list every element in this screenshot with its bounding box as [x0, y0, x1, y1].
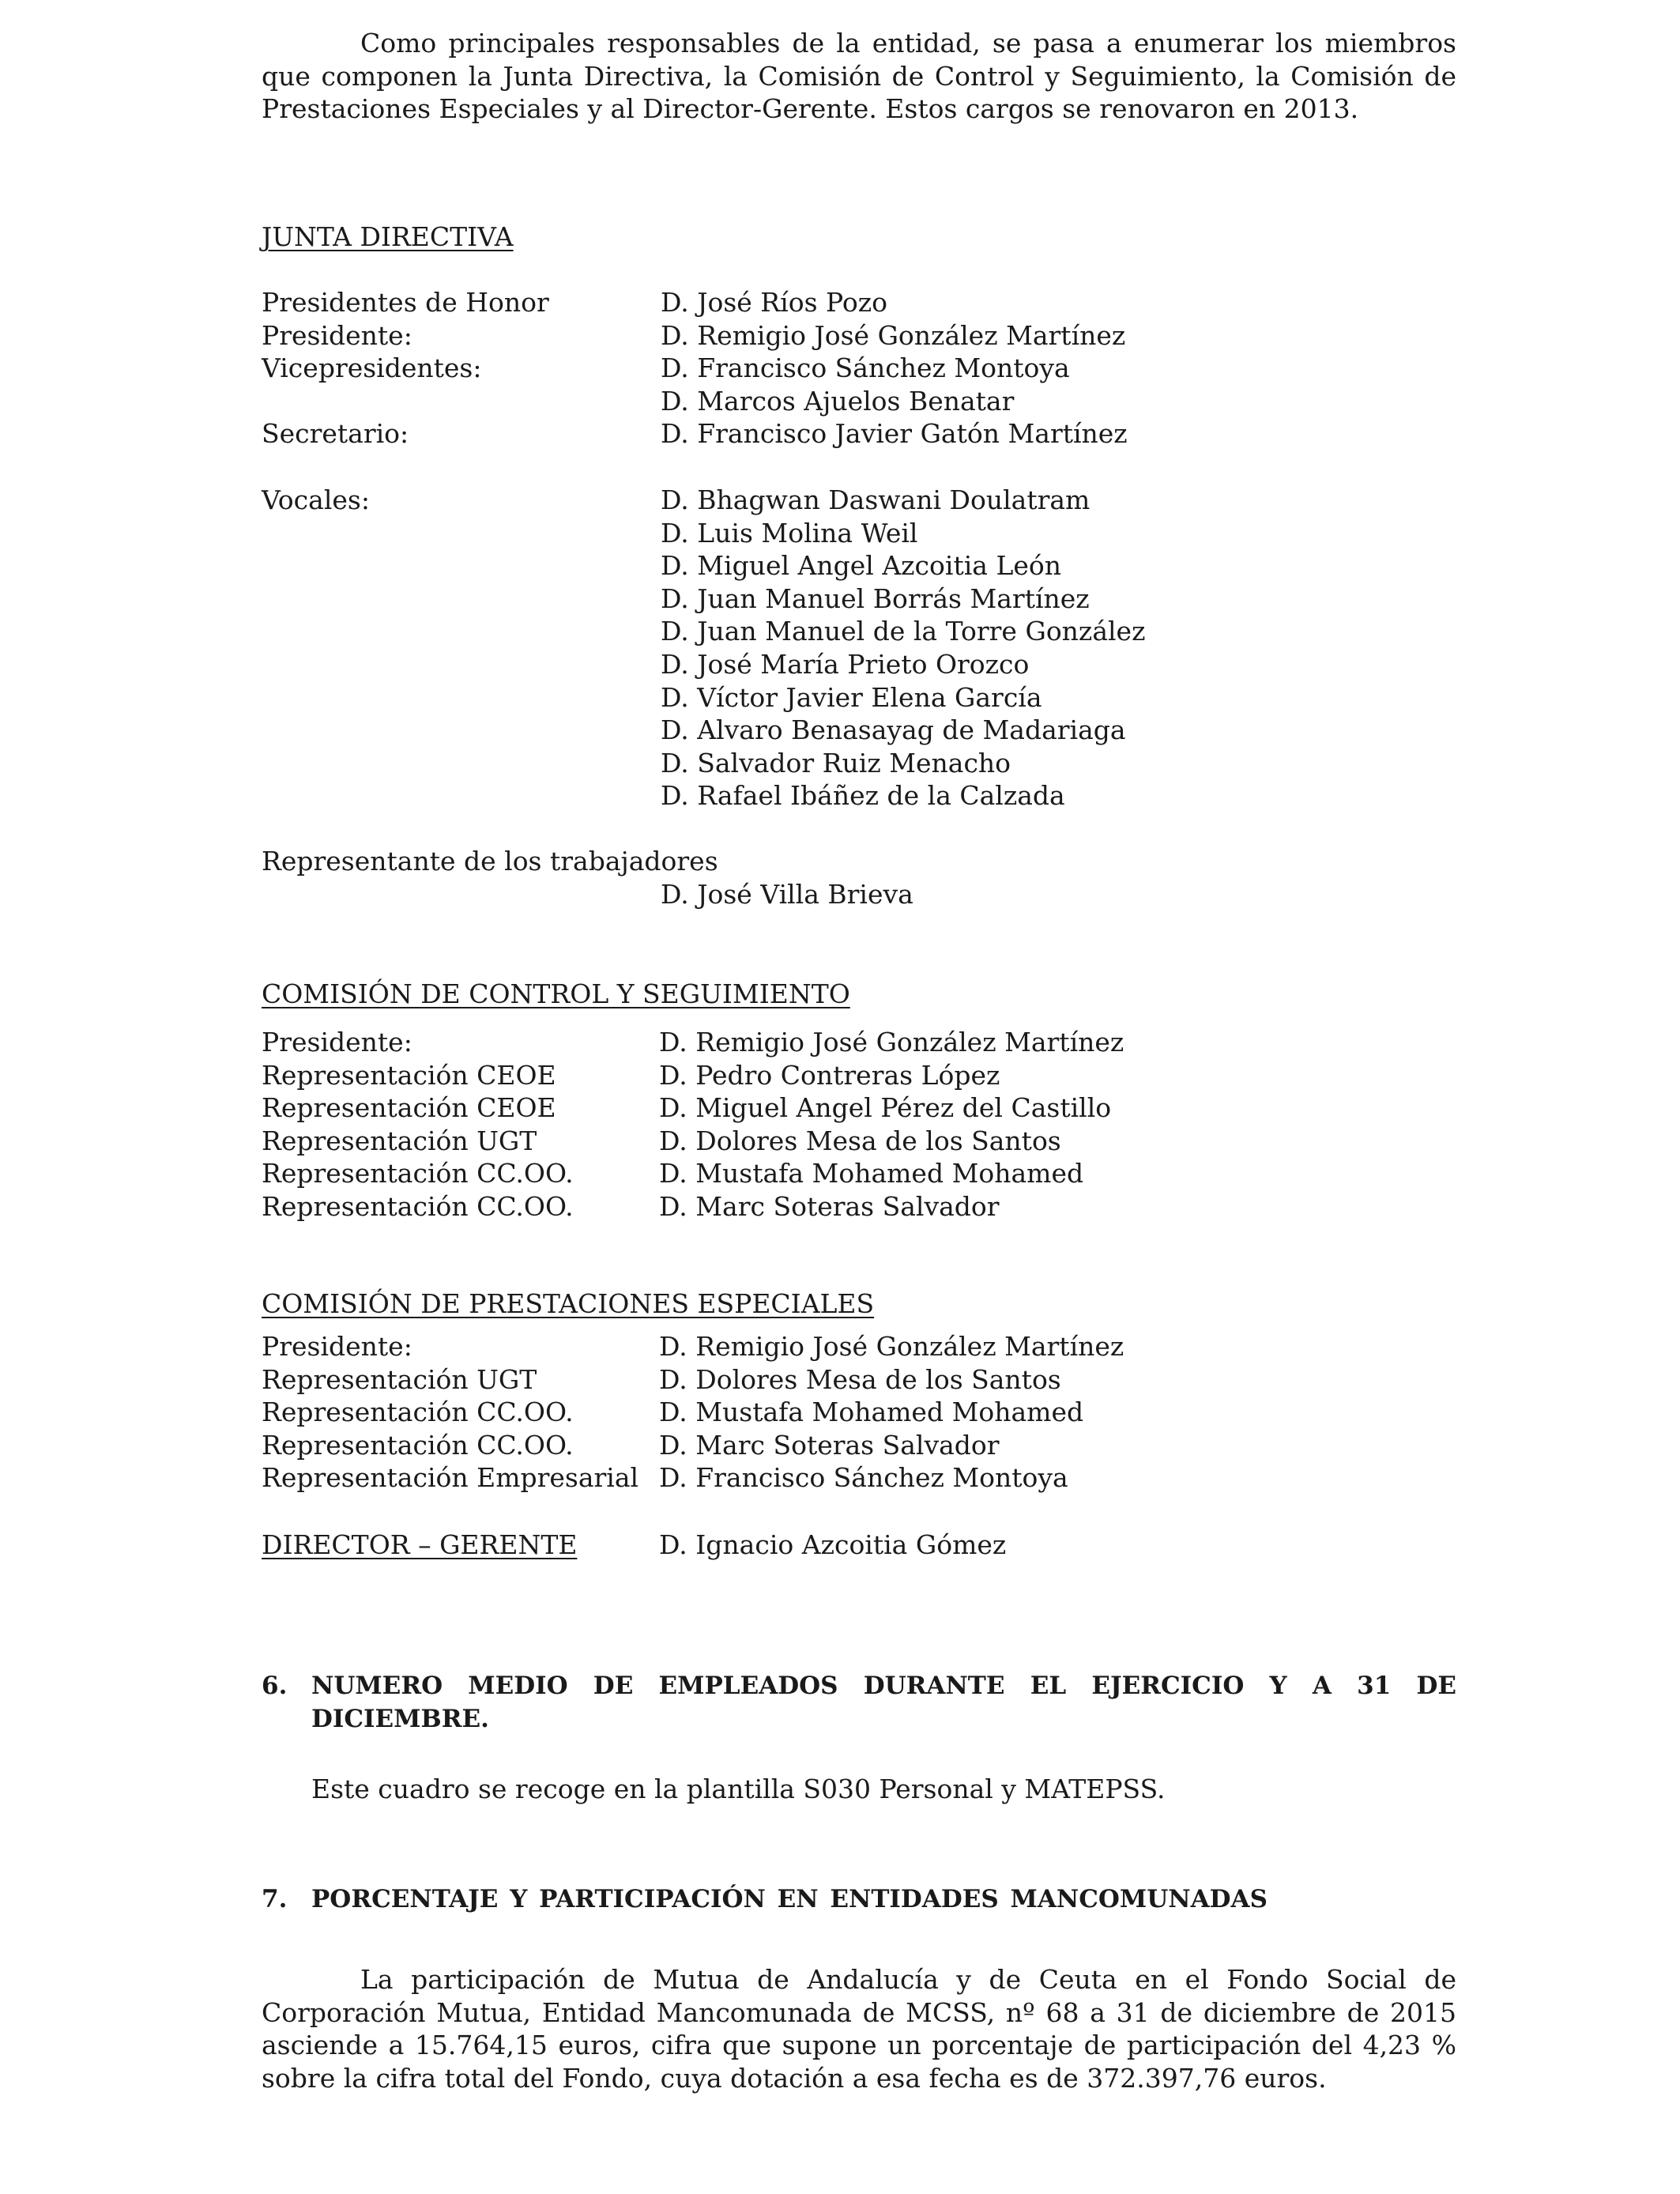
section-7-title: PORCENTAJE Y PARTICIPACIÓN EN ENTIDADES MANCOMUNADAS — [311, 1885, 1268, 1913]
member-role: Presidentes de Honor — [262, 287, 549, 318]
member-name: D. Marc Soteras Salvador — [659, 1429, 1000, 1461]
member-name: D. Francisco Javier Gatón Martínez — [661, 418, 1128, 450]
member-row — [262, 714, 1526, 747]
member-row — [262, 549, 1526, 582]
member-row — [262, 648, 1526, 681]
member-name: D. Luis Molina Weil — [661, 517, 918, 548]
comision-control-title: COMISIÓN DE CONTROL Y SEGUIMIENTO — [262, 978, 850, 1009]
member-role: Representación CC.OO. — [262, 1429, 574, 1461]
member-role: Representación CEOE — [262, 1059, 556, 1091]
member-name: D. Salvador Ruiz Menacho — [661, 747, 1011, 778]
member-row — [262, 878, 1526, 911]
member-name: D. Remigio José González Martínez — [659, 1331, 1124, 1362]
member-name: D. José Ríos Pozo — [661, 287, 887, 318]
junta-directiva-title: JUNTA DIRECTIVA — [262, 221, 514, 252]
director-gerente-name: D. Ignacio Azcoitia Gómez — [659, 1529, 1007, 1560]
member-name: D. Mustafa Mohamed Mohamed — [659, 1397, 1084, 1428]
member-row — [262, 681, 1526, 714]
member-role: Representación CC.OO. — [262, 1190, 574, 1222]
junta-directiva-officers — [262, 286, 1526, 450]
member-role: Vicepresidentes: — [262, 352, 482, 384]
member-name: D. Miguel Angel Pérez del Castillo — [659, 1092, 1112, 1124]
member-row — [262, 517, 1526, 550]
member-row — [262, 1396, 1526, 1429]
member-name: D. Juan Manuel de la Torre González — [661, 616, 1146, 647]
member-row — [262, 319, 1526, 352]
comision-control-members — [262, 1026, 1526, 1223]
section-7-number: 7. — [262, 1885, 288, 1913]
section-7-heading — [262, 1883, 1456, 1917]
member-name: D. Rafael Ibáñez de la Calzada — [661, 780, 1065, 812]
member-name: D. Bhagwan Daswani Doulatram — [661, 484, 1090, 515]
member-row — [262, 352, 1526, 385]
member-row — [262, 779, 1526, 812]
member-name: D. Dolores Mesa de los Santos — [659, 1125, 1061, 1156]
member-name: D. Miguel Angel Azcoitia León — [661, 550, 1062, 582]
member-role: Secretario: — [262, 418, 409, 450]
member-row — [262, 1461, 1526, 1495]
member-row — [262, 1157, 1526, 1190]
member-role: Presidente: — [262, 319, 412, 351]
member-row — [262, 417, 1526, 450]
member-role: Presidente: — [262, 1331, 412, 1362]
member-row — [262, 845, 1526, 878]
member-name: D. Juan Manuel Borrás Martínez — [661, 582, 1090, 614]
member-role: Representación CC.OO. — [262, 1397, 574, 1428]
junta-directiva-representante — [262, 845, 1526, 910]
member-name: D. Dolores Mesa de los Santos — [659, 1363, 1061, 1395]
junta-directiva-vocales — [262, 484, 1526, 812]
comision-prestaciones-title: COMISIÓN DE PRESTACIONES ESPECIALES — [262, 1288, 875, 1319]
member-name: D. Pedro Contreras López — [659, 1059, 1000, 1091]
section-6-number: 6. — [262, 1672, 288, 1700]
member-row — [262, 582, 1526, 616]
member-row — [262, 1091, 1526, 1125]
member-role: Vocales: — [262, 484, 370, 515]
member-role: Presidente: — [262, 1027, 412, 1057]
member-name: D. José María Prieto Orozco — [661, 648, 1030, 680]
section-7-paragraph: La participación de Mutua de Andalucía y de Ceuta en el Fondo Social de Corporación Mutua, Entidad Mancomunada de MCSS, nº 68 a 31 de diciembre de 2015 asciende a 15.764,15 euros, cifra que supone un porcentaje de participación del 4,23 % sobre la cifra total del Fondo, cuya dotación a esa fecha es de 372.397,76 euros. — [262, 1964, 1456, 2094]
member-row — [262, 484, 1526, 517]
member-row — [262, 1330, 1526, 1363]
member-name: D. Mustafa Mohamed Mohamed — [659, 1158, 1084, 1189]
member-row — [262, 615, 1526, 648]
comision-prestaciones-members — [262, 1330, 1526, 1495]
member-role: Representación CEOE — [262, 1092, 556, 1124]
section-6-text: Este cuadro se recoge en la plantilla S030 Personal y MATEPSS. — [311, 1774, 1166, 1804]
member-name: D. Marc Soteras Salvador — [659, 1190, 1000, 1222]
director-gerente-title: DIRECTOR – GERENTE — [262, 1529, 578, 1560]
member-name: D. Remigio José González Martínez — [661, 319, 1126, 351]
member-row — [262, 747, 1526, 780]
member-role: Representación UGT — [262, 1363, 537, 1395]
member-row — [262, 1026, 1526, 1059]
member-row — [262, 1429, 1526, 1462]
section-6-heading — [262, 1670, 1456, 1736]
director-gerente-row — [262, 1529, 1526, 1562]
member-row — [262, 1363, 1526, 1397]
member-role: Representación CC.OO. — [262, 1158, 574, 1189]
member-role: Representación Empresarial — [262, 1462, 639, 1494]
representante-name: D. José Villa Brieva — [661, 878, 913, 910]
member-name: D. Francisco Sánchez Montoya — [661, 352, 1070, 384]
member-name: D. Alvaro Benasayag de Madariaga — [661, 714, 1126, 746]
representante-label: Representante de los trabajadores — [262, 846, 718, 876]
member-row — [262, 286, 1526, 319]
member-name: D. Víctor Javier Elena García — [661, 681, 1042, 713]
member-name: D. Remigio José González Martínez — [659, 1027, 1124, 1057]
intro-paragraph: Como principales responsables de la entidad, se pasa a enumerar los miembros que componen la Junta Directiva, la Comisión de Control y Seguimiento, la Comisión de Prestaciones Especiales y al Director-Gerente. Estos cargos se renovaron en 2013. — [262, 28, 1456, 124]
member-row — [262, 1059, 1526, 1092]
member-role: Representación UGT — [262, 1125, 537, 1156]
member-name: D. Marcos Ajuelos Benatar — [661, 385, 1015, 417]
member-row — [262, 1190, 1526, 1223]
member-row — [262, 385, 1526, 418]
section-6-title: NUMERO MEDIO DE EMPLEADOS DURANTE EL EJERCICIO Y A 31 DE DICIEMBRE. — [311, 1672, 1456, 1733]
member-name: D. Francisco Sánchez Montoya — [659, 1462, 1068, 1494]
member-row — [262, 1529, 1526, 1562]
member-row — [262, 1125, 1526, 1158]
